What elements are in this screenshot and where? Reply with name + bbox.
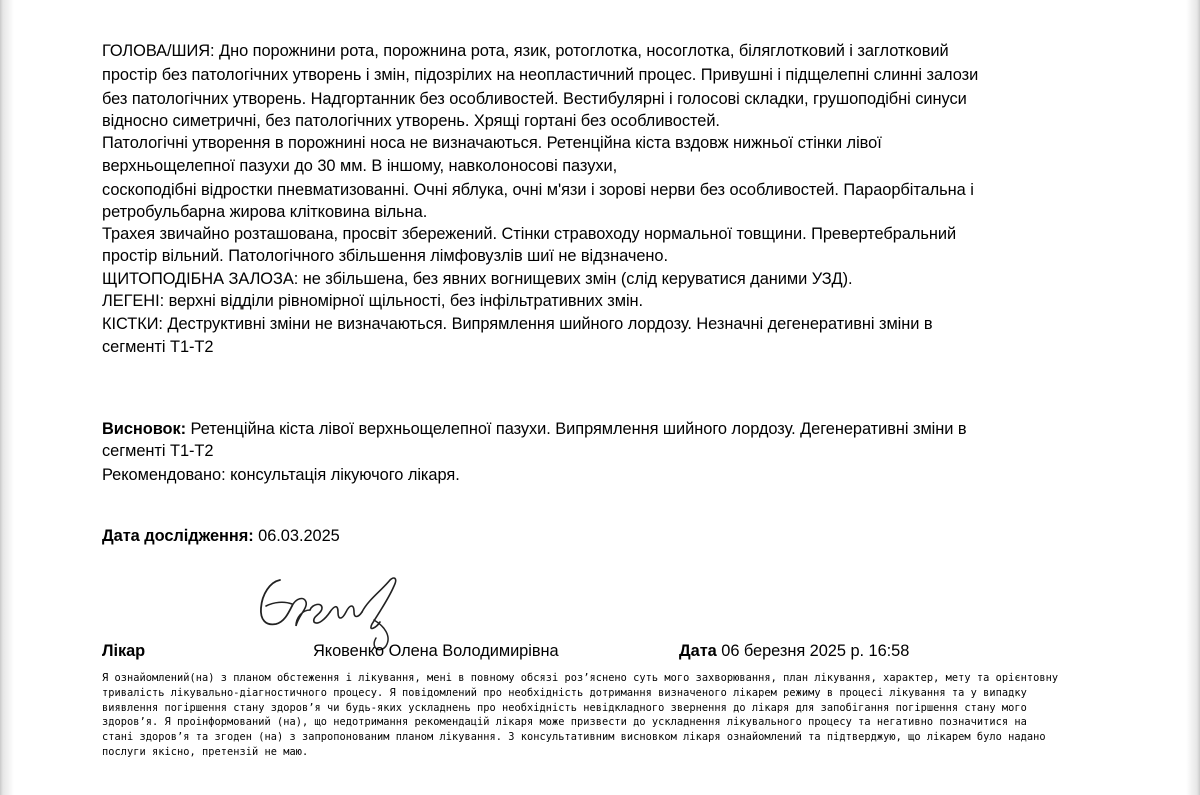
- page-left-edge: [0, 0, 14, 795]
- recommendation: Рекомендовано: консультація лікуючого лікаря.: [102, 466, 460, 484]
- findings-line: Трахея звичайно розташована, просвіт збережений. Стінки стравоходу нормальної товщини. Превертебральний: [102, 225, 957, 243]
- signature-date: [679, 640, 909, 662]
- consent-line: стані здоров’я та згоден (на) з запропонованим планом лікування. З консультативним висновком лікаря ознайомлений та підтверджую, що лікарем було надано: [102, 731, 1046, 744]
- findings-line: простір вільний. Патологічного збільшення лімфовузлів шиї не відзначено.: [102, 247, 668, 265]
- patient-consent: [102, 671, 1114, 760]
- findings-line: без патологічних утворень. Надгортанник без особливостей. Вестибулярні і голосові складки, грушоподібні синуси: [102, 90, 967, 108]
- signature-date-label: Дата: [679, 642, 717, 660]
- study-date-label: Дата дослідження:: [102, 527, 254, 545]
- findings-line: верхньощелепної пазухи до 30 мм. В іншому, навколоносові пазухи,: [102, 157, 618, 175]
- findings-line: ЩИТОПОДІБНА ЗАЛОЗА: не збільшена, без явних вогнищевих змін (слід керуватися даними УЗД).: [102, 270, 853, 288]
- findings-line: ЛЕГЕНІ: верхні відділи рівномірної щільності, без інфільтративних змін.: [102, 292, 644, 310]
- conclusion-label: Висновок:: [102, 420, 187, 438]
- findings-line: відносно симетричні, без патологічних утворень. Хрящі гортані без особливостей.: [102, 112, 720, 130]
- consent-line: тривалість лікувально-діагностичного процесу. Я повідомлений про необхідність дотримання визначеного лікарем режиму в процесі лікування та у випадку: [102, 686, 1027, 699]
- consent-line: Я ознайомлений(на) з планом обстеження і лікування, мені в повному обсязі роз’яснено суть мого захворювання, план лікування, характер, мету та орієнтовну: [102, 672, 1059, 684]
- findings-line: соскоподібні відростки пневматизованні. Очні яблука, очні м'язи і зорові нерви без особливостей. Параорбітальна і: [102, 181, 974, 199]
- findings-line: ГОЛОВА/ШИЯ: Дно порожнини рота, порожнина рота, язик, ротоглотка, носоглотка, біляглотковий і заглотковий: [102, 42, 949, 60]
- findings-line: КІСТКИ: Деструктивні зміни не визначаються. Випрямлення шийного лордозу. Незначні дегенеративні зміни в: [102, 315, 933, 333]
- doctor-label: Лікар: [102, 642, 146, 660]
- page-right-edge: [1186, 0, 1200, 795]
- findings-line: ретробульбарна жирова клітковина вільна.: [102, 203, 428, 221]
- consent-line: послуги якісно, претензій не маю.: [102, 745, 309, 758]
- findings-line: простір без патологічних утворень і змін, підозрілих на неопластичний процес. Привушні і підщелепні слинні залози: [102, 66, 979, 84]
- conclusion-line: [102, 418, 967, 440]
- findings-line: сегменті Т1-Т2: [102, 338, 214, 356]
- consent-line: здоров’я. Я проінформований (на), що недотримання рекомендацій лікаря може призвести до ускладнення лікувального процесу та негативно позначитися на: [102, 716, 1027, 729]
- consent-line: виявлення погіршення стану здоров’я чи будь-яких ускладнень про необхідність невідкладного звернення до лікаря для запобігання погіршення стану мого: [102, 701, 1027, 714]
- report-page: [102, 0, 1102, 795]
- study-date-value: 06.03.2025: [253, 527, 340, 545]
- conclusion-text: Ретенційна кіста лівої верхньощелепної пазухи. Випрямлення шийного лордозу. Дегенеративні зміни в: [186, 420, 967, 438]
- conclusion-line: сегменті Т1-Т2: [102, 442, 214, 460]
- doctor-name: Яковенко Олена Володимирівна: [313, 642, 559, 660]
- study-date: [102, 525, 340, 547]
- findings-line: Патологічні утворення в порожнині носа не визначаються. Ретенційна кіста вздовж нижньої стінки лівої: [102, 134, 882, 152]
- signature-date-value: 06 березня 2025 р. 16:58: [716, 642, 910, 660]
